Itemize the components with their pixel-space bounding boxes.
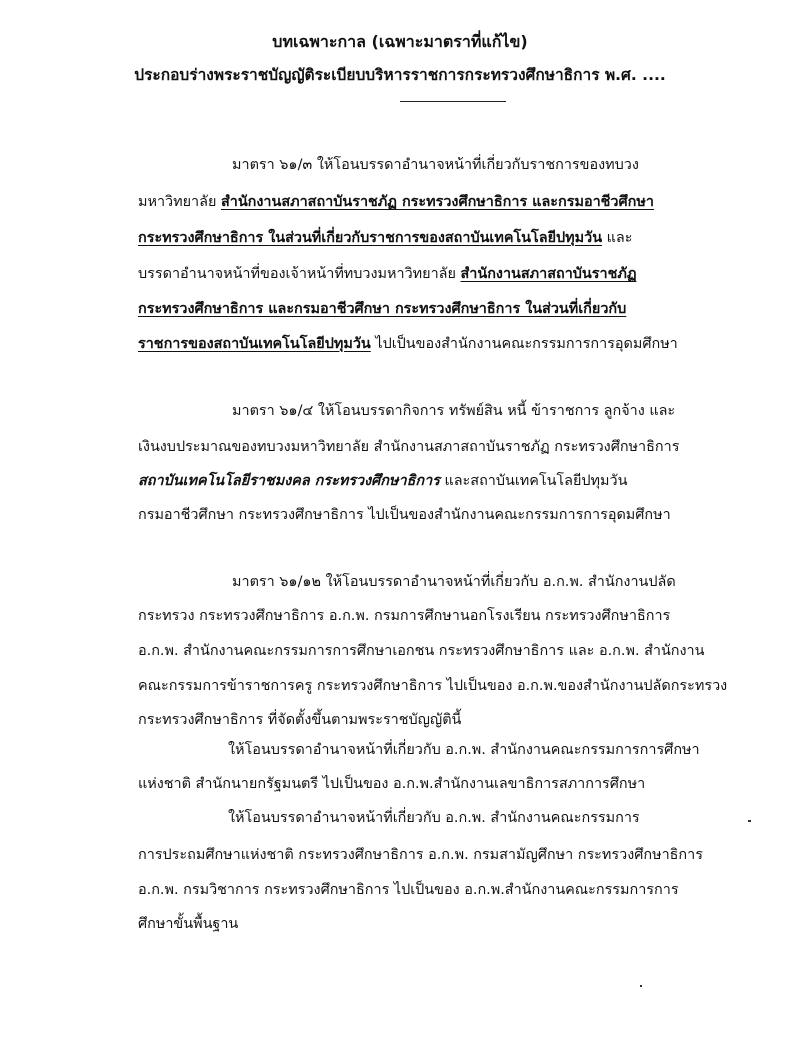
scan-speck <box>748 820 751 822</box>
text-run: และ <box>602 230 633 246</box>
section-61-12-line-1: มาตรา ๖๑/๑๒ ให้โอนบรรดาอำนาจหน้าที่เกี่ยวกับ อ.ก.พ. สำนักงานปลัด <box>232 574 676 590</box>
section-61-3-line-5 <box>138 299 766 319</box>
section-61-12-line-4: คณะกรรมการข้าราชการครู กระทรวงศึกษาธิการ ไปเป็นของ อ.ก.พ.ของสำนักงานปลัดกระทรวง <box>138 678 728 694</box>
section-61-12-line-2: กระทรวง กระทรวงศึกษาธิการ อ.ก.พ. กรมการศึกษานอกโรงเรียน กระทรวงศึกษาธิการ <box>138 608 671 624</box>
section-61-12-para2-line-2: แห่งชาติ สำนักนายกรัฐมนตรี ไปเป็นของ อ.ก.พ.สำนักงานเลขาธิการสภาการศึกษา <box>138 776 646 792</box>
text-run: ไปเป็นของสำนักงานคณะกรรมการการอุดมศึกษา <box>370 336 678 352</box>
section-61-12-line-5: กระทรวงศึกษาธิการ ที่จัดตั้งขึ้นตามพระราชบัญญัตินี้ <box>138 712 462 728</box>
text-run: บรรดาอำนาจหน้าที่ของเจ้าหน้าที่ทบวงมหาวิทยาลัย <box>138 266 461 282</box>
text-run: และสถาบันเทคโนโลยีปทุมวัน <box>439 473 628 489</box>
section-61-3-line-4 <box>138 264 766 284</box>
italic-bold-text: สถาบันเทคโนโลยีราชมงคล กระทรวงศึกษาธิการ <box>138 473 440 489</box>
section-61-12-para3-line-3: อ.ก.พ. กรมวิชาการ กระทรวงศึกษาธิการ ไปเป็นของ อ.ก.พ.สำนักงานคณะกรรมการการ <box>138 882 679 898</box>
section-61-4-line-1: มาตรา ๖๑/๔ ให้โอนบรรดากิจการ ทรัพย์สิน หนี้ ข้าราชการ ลูกจ้าง และ <box>232 403 676 419</box>
section-61-12-para3-line-2: การประถมศึกษาแห่งชาติ กระทรวงศึกษาธิการ อ.ก.พ. กรมสามัญศึกษา กระทรวงศึกษาธิการ <box>138 847 703 863</box>
underlined-text: สำนักงานสภาสถาบันราชภัฏ <box>460 266 637 282</box>
section-61-12-para2-line-1: ให้โอนบรรดาอำนาจหน้าที่เกี่ยวกับ อ.ก.พ. สำนักงานคณะกรรมการการศึกษา <box>228 742 700 758</box>
document-subtitle: ประกอบร่างพระราชบัญญัติระเบียบบริหารราชการกระทรวงศึกษาธิการ พ.ศ. .... <box>134 66 666 84</box>
section-61-12-line-3: อ.ก.พ. สำนักงานคณะกรรมการการศึกษาเอกชน กระทรวงศึกษาธิการ และ อ.ก.พ. สำนักงาน <box>138 643 705 659</box>
scan-speck <box>640 985 642 987</box>
section-61-3-line-1: มาตรา ๖๑/๓ ให้โอนบรรดาอำนาจหน้าที่เกี่ยวกับราชการของทบวง <box>232 157 639 173</box>
section-61-3-line-2 <box>138 192 766 212</box>
document-title: บทเฉพาะกาล (เฉพาะมาตราที่แก้ไข) <box>272 32 528 51</box>
section-61-3-line-6 <box>138 334 766 354</box>
section-61-12-para3-line-1: ให้โอนบรรดาอำนาจหน้าที่เกี่ยวกับ อ.ก.พ. สำนักงานคณะกรรมการ <box>228 810 640 826</box>
section-61-4-line-2: เงินงบประมาณของทบวงมหาวิทยาลัย สำนักงานสภาสถาบันราชภัฏ กระทรวงศึกษาธิการ <box>138 439 680 455</box>
underlined-text: ราชการของสถาบันเทคโนโลยีปทุมวัน <box>138 336 371 352</box>
title-underline-rule <box>400 101 506 102</box>
underlined-text: สำนักงานสภาสถาบันราชภัฏ กระทรวงศึกษาธิการ และกรมอาชีวศึกษา <box>220 194 654 210</box>
underlined-text: กระทรวงศึกษาธิการ ในส่วนที่เกี่ยวกับราชการของสถาบันเทคโนโลยีปทุมวัน <box>138 230 603 246</box>
text-run: มหาวิทยาลัย <box>138 194 221 210</box>
section-61-3-line-3 <box>138 228 766 248</box>
section-61-4-line-4: กรมอาชีวศึกษา กระทรวงศึกษาธิการ ไปเป็นของสำนักงานคณะกรรมการการอุดมศึกษา <box>138 507 671 523</box>
section-61-12-para3-line-4: ศึกษาขั้นพื้นฐาน <box>138 916 239 932</box>
section-61-4-line-3 <box>138 471 766 491</box>
underlined-text: กระทรวงศึกษาธิการ และกรมอาชีวศึกษา กระทรวงศึกษาธิการ ในส่วนที่เกี่ยวกับ <box>138 301 627 317</box>
